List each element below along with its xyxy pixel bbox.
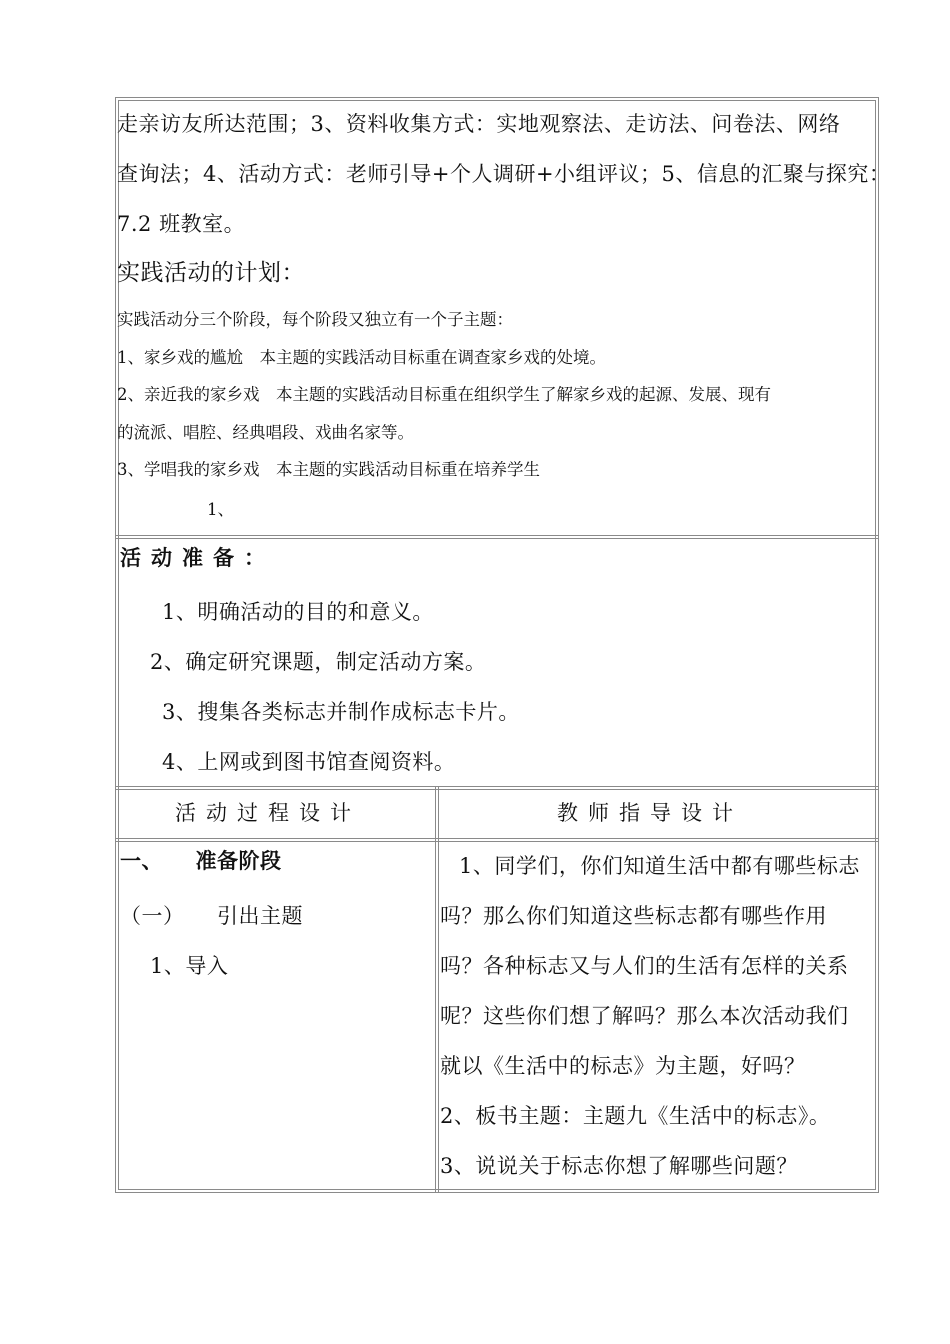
plan-item-1: 1、家乡戏的尴尬 本主题的实践活动目标重在调查家乡戏的处境。	[117, 348, 606, 367]
guide-line-3: 吗？各种标志又与人们的生活有怎样的关系	[440, 954, 849, 978]
guide-line-2: 吗？那么你们知道这些标志都有哪些作用	[440, 904, 827, 928]
step-title: 1、导入	[150, 954, 229, 978]
guide-line-1: 1、同学们，你们知道生活中都有哪些标志	[459, 854, 860, 878]
guide-line-6: 2、板书主题：主题九《生活中的标志》。	[440, 1104, 831, 1128]
column-divider	[435, 787, 436, 1192]
prep-item-2: 2、确定研究课题，制定活动方案。	[150, 650, 487, 674]
plan-item-3: 3、学唱我的家乡戏 本主题的实践活动目标重在培养学生	[117, 460, 540, 479]
guide-line-7: 3、说说关于标志你想了解哪些问题？	[440, 1154, 798, 1178]
plan-item-2a: 2、亲近我的家乡戏 本主题的实践活动目标重在组织学生了解家乡戏的起源、发展、现有	[117, 385, 771, 404]
block1-line2: 查询法；4、活动方式：老师引导+个人调研+小组评议；5、信息的汇聚与探究：	[117, 162, 891, 186]
col-header-teacher: 教师指导设计	[557, 801, 743, 825]
prep-item-1: 1、明确活动的目的和意义。	[162, 600, 434, 624]
stage-title: 一、 准备阶段	[120, 848, 282, 873]
row-divider-2b	[115, 789, 879, 790]
plan-intro: 实践活动分三个阶段，每个阶段又独立有一个子主题：	[117, 310, 513, 329]
row-divider-3	[115, 838, 879, 839]
plan-trailing: 1、	[207, 500, 234, 519]
prep-heading: 活动准备：	[120, 545, 275, 570]
block1-line1: 走亲访友所达范围；3、资料收集方式：实地观察法、走访法、问卷法、网络	[117, 112, 841, 136]
col-header-process: 活动过程设计	[175, 801, 361, 825]
row-divider-1b	[115, 538, 879, 539]
row-divider-1	[115, 535, 879, 536]
sub-title: （一） 引出主题	[120, 904, 303, 928]
prep-item-3: 3、搜集各类标志并制作成标志卡片。	[162, 700, 520, 724]
prep-item-4: 4、上网或到图书馆查阅资料。	[162, 750, 456, 774]
guide-line-5: 就以《生活中的标志》为主题，好吗？	[440, 1054, 806, 1078]
guide-line-4: 呢？这些你们想了解吗？那么本次活动我们	[440, 1004, 849, 1028]
column-divider-b	[438, 787, 439, 1192]
plan-heading: 实践活动的计划：	[117, 260, 305, 286]
plan-item-2b: 的流派、唱腔、经典唱段、戏曲名家等。	[117, 423, 414, 442]
block1-line3: 7.2 班教室。	[117, 212, 246, 236]
row-divider-3b	[115, 841, 879, 842]
row-divider-2	[115, 786, 879, 787]
